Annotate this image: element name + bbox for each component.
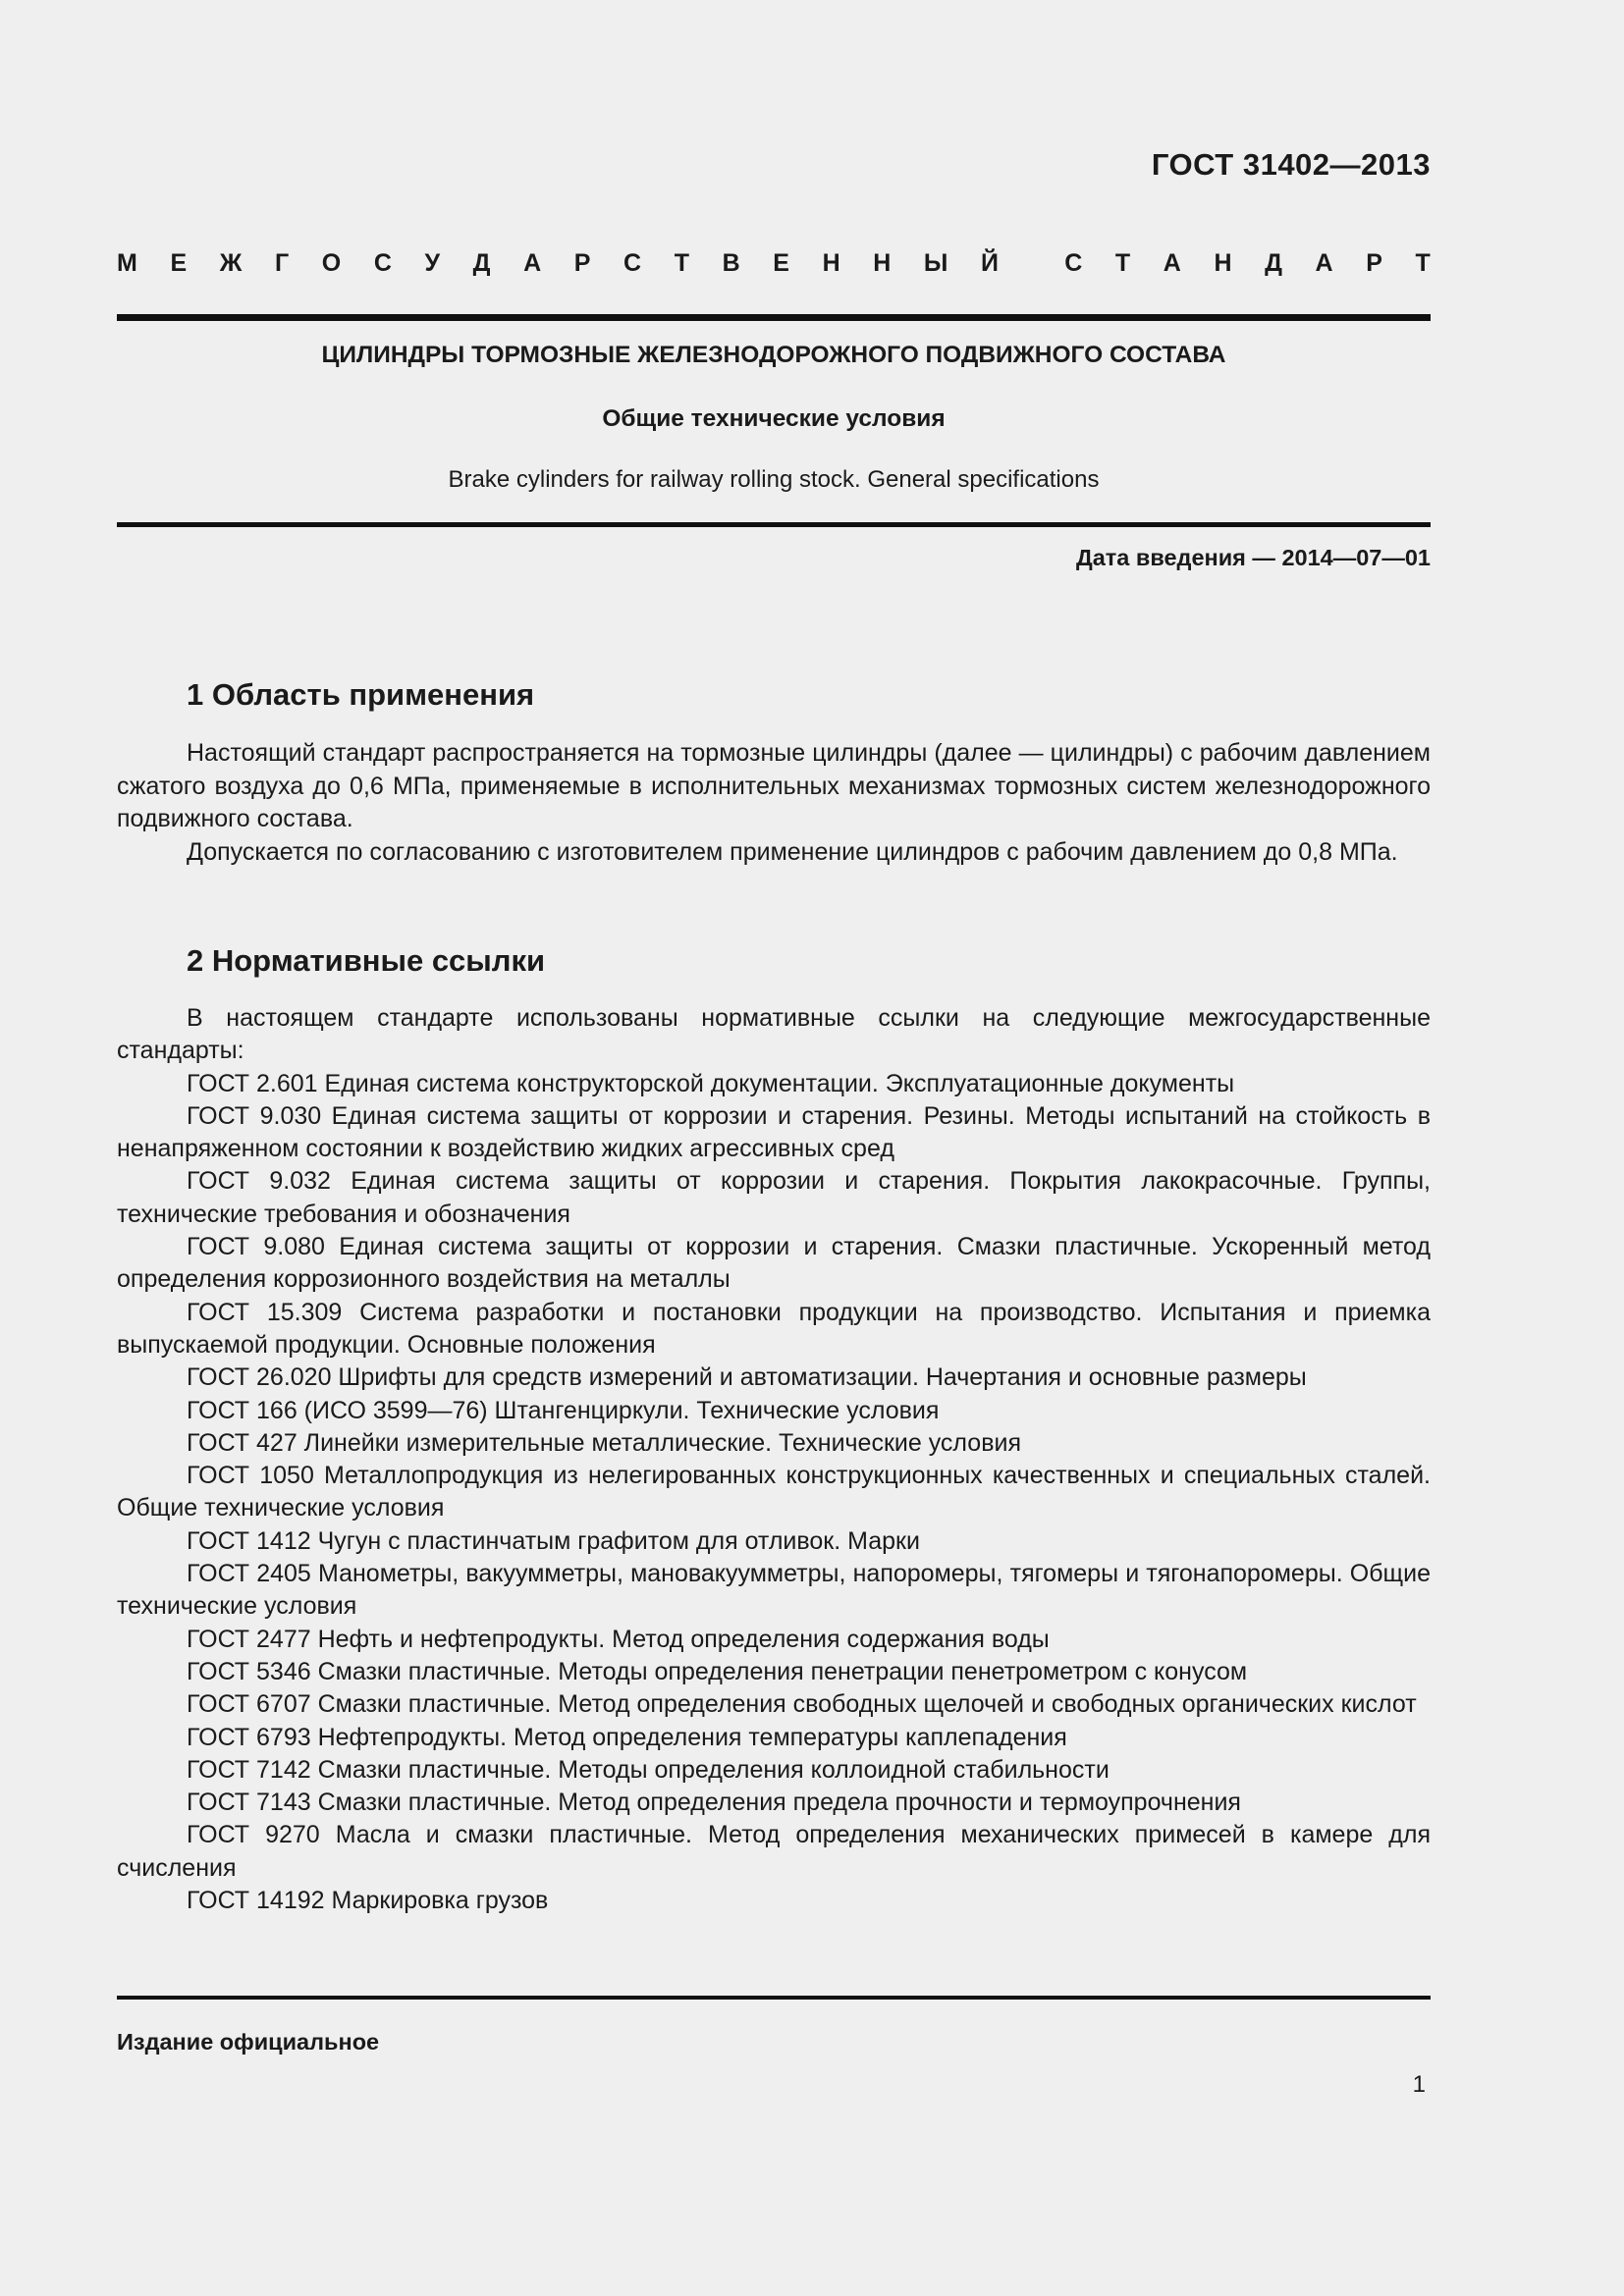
standard-type-letter: Ы (923, 249, 948, 277)
standard-type-letter: Н (822, 249, 840, 277)
standard-type-letter: А (1315, 249, 1333, 277)
reference-item: ГОСТ 5346 Смазки пластичные. Методы определения пенетрации пенетрометром с конусом (187, 1657, 1248, 1685)
reference-item: ГОСТ 15.309 Система разработки и постановки продукции на производство. Испытания и приемка выпускаемой продукции. Основные положения (117, 1298, 1431, 1359)
standard-type-letter: Н (1214, 249, 1232, 277)
section-1-heading: 1 Область применения (187, 677, 535, 712)
section-1-body (117, 737, 1431, 869)
reference-item: ГОСТ 2.601 Единая система конструкторской документации. Эксплуатационные документы (187, 1069, 1235, 1097)
document-number: ГОСТ 31402—2013 (1151, 147, 1431, 182)
reference-item: ГОСТ 9270 Масла и смазки пластичные. Метод определения механических примесей в камере для счисления (117, 1821, 1431, 1882)
standard-type-letter: Д (472, 249, 491, 277)
reference-item: ГОСТ 2405 Манометры, вакуумметры, мановакуумметры, напоромеры, тягомеры и тягонапоромеры. Общие технические условия (117, 1560, 1431, 1621)
document-title: ЦИЛИНДРЫ ТОРМОЗНЫЕ ЖЕЛЕЗНОДОРОЖНОГО ПОДВИЖНОГО СОСТАВА (321, 342, 1226, 368)
standard-type-letter: Д (1265, 249, 1282, 277)
standard-type-letter: В (722, 249, 740, 277)
standard-type-label (117, 249, 1431, 278)
footer-divider (117, 1996, 1431, 2000)
reference-item: ГОСТ 9.080 Единая система защиты от коррозии и старения. Смазки пластичные. Ускоренный метод определения коррозионного воздействия на металлы (117, 1233, 1431, 1294)
english-title: Brake cylinders for railway rolling stock. General specifications (448, 466, 1100, 493)
standard-type-letter: А (523, 249, 542, 277)
standard-type-letter: Р (573, 249, 591, 277)
reference-item: ГОСТ 9.030 Единая система защиты от коррозии и старения. Резины. Методы испытаний на стойкость в ненапряженном состоянии к воздействию жидких агрессивных сред (117, 1101, 1431, 1163)
edition-label: Издание официальное (117, 2029, 380, 2055)
standard-type-letter: Е (170, 249, 188, 277)
standard-type-letter: Г (274, 249, 290, 277)
introduction-date: Дата введения — 2014—07—01 (1075, 545, 1431, 570)
reference-item: ГОСТ 7143 Смазки пластичные. Метод определения предела прочности и термоупрочнения (187, 1789, 1241, 1817)
paragraph: Допускается по согласованию с изготовителем применение цилиндров с рабочим давлением до 0,8 МПа. (187, 837, 1398, 866)
paragraph: В настоящем стандарте использованы нормативные ссылки на следующие межгосударственные стандарты: (117, 1004, 1431, 1065)
standard-type-letter: Т (1415, 249, 1431, 277)
title-divider (117, 522, 1431, 527)
reference-item: ГОСТ 7142 Смазки пластичные. Методы определения коллоидной стабильности (187, 1755, 1110, 1784)
standard-type-letter: М (117, 249, 137, 277)
section-2-body (117, 1002, 1431, 1917)
standard-type-letter: Т (674, 249, 689, 277)
standard-type-letter: О (321, 249, 342, 277)
standard-type-letter: Р (1366, 249, 1382, 277)
reference-item: ГОСТ 6707 Смазки пластичные. Метод определения свободных щелочей и свободных органических кислот (187, 1690, 1417, 1719)
document-subtitle: Общие технические условия (602, 405, 946, 432)
standard-type-letter: Е (773, 249, 789, 277)
reference-item: ГОСТ 26.020 Шрифты для средств измерений и автоматизации. Начертания и основные размеры (187, 1363, 1307, 1392)
standard-type-letter: У (424, 249, 441, 277)
standard-type-letter: С (623, 249, 642, 277)
standard-type-letter: Н (873, 249, 892, 277)
standard-type-letter: С (373, 249, 392, 277)
section-2-heading: 2 Нормативные ссылки (187, 943, 546, 978)
paragraph: Настоящий стандарт распространяется на тормозные цилиндры (далее — цилиндры) с рабочим давлением сжатого воздуха до 0,6 МПа, применяемые в исполнительных механизмах тормозных систем железнодорожного подвижного состава. (117, 739, 1431, 832)
reference-item: ГОСТ 9.032 Единая система защиты от коррозии и старения. Покрытия лакокрасочные. Группы, технические требования и обозначения (117, 1167, 1431, 1228)
header-divider (117, 314, 1431, 321)
reference-item: ГОСТ 1050 Металлопродукция из нелегированных конструкционных качественных и специальных сталей. Общие технические условия (117, 1462, 1431, 1522)
reference-item: ГОСТ 2477 Нефть и нефтепродукты. Метод определения содержания воды (187, 1625, 1050, 1653)
reference-item: ГОСТ 427 Линейки измерительные металлические. Технические условия (187, 1428, 1021, 1457)
standard-type-letter: С (1064, 249, 1083, 277)
reference-item: ГОСТ 6793 Нефтепродукты. Метод определения температуры каплепадения (187, 1723, 1067, 1751)
page-number: 1 (1412, 2071, 1426, 2098)
standard-type-letter: Т (1114, 249, 1131, 277)
reference-item: ГОСТ 166 (ИСО 3599—76) Штангенциркули. Технические условия (187, 1396, 940, 1424)
standard-type-letter: Ж (219, 249, 243, 277)
reference-item: ГОСТ 14192 Маркировка грузов (187, 1887, 549, 1915)
standard-type-letter: Й (981, 249, 999, 277)
reference-item: ГОСТ 1412 Чугун с пластинчатым графитом для отливок. Марки (187, 1526, 920, 1555)
standard-type-letter: А (1163, 249, 1181, 277)
